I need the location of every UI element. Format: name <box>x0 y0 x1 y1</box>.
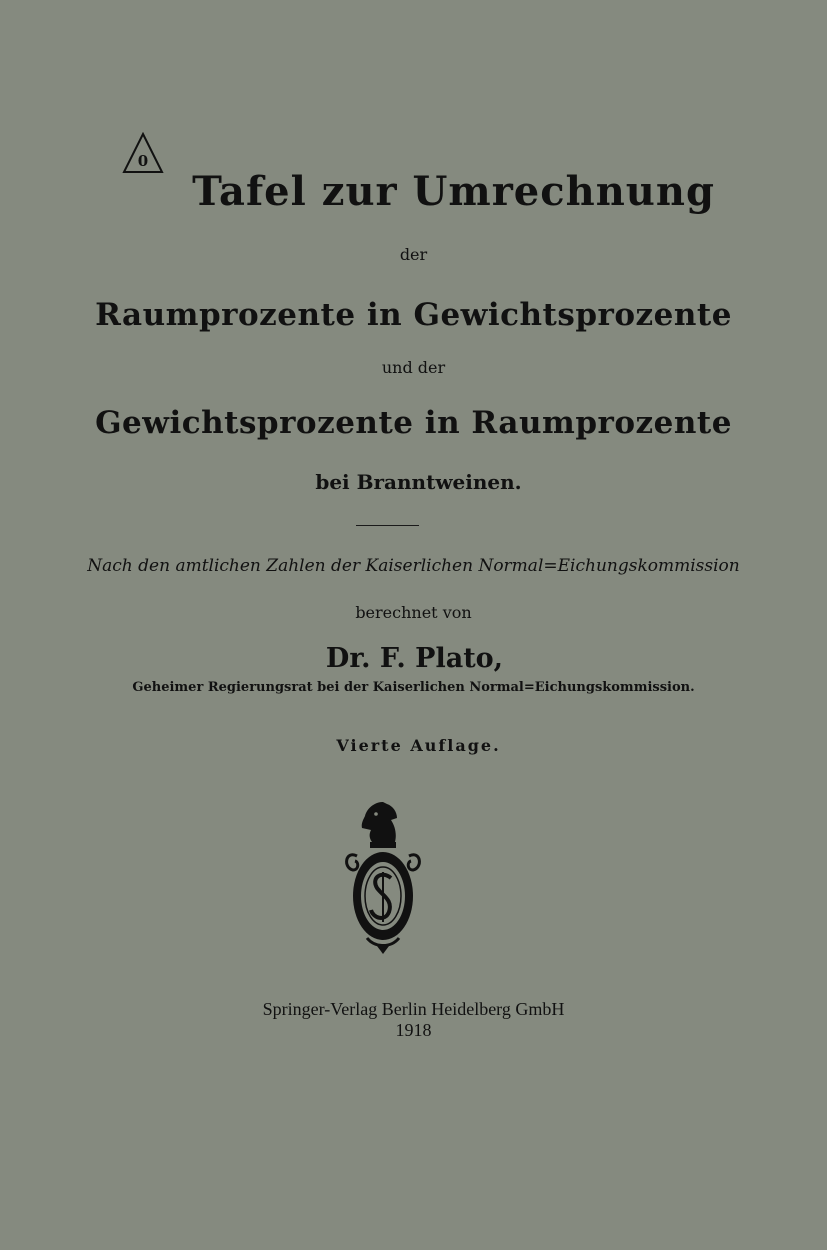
calculated-by: berechnet von <box>355 603 472 622</box>
subtitle-line-1: Raumprozente in Gewichtsprozente <box>95 297 732 333</box>
publisher: Springer-Verlag Berlin Heidelberg GmbH <box>262 999 565 1019</box>
badge-number: 0 <box>137 152 149 170</box>
connector-und-der: und der <box>381 358 446 377</box>
subtitle-line-3: bei Branntweinen. <box>315 470 522 494</box>
subtitle-line-2: Gewichtsprozente in Raumprozente <box>95 405 732 441</box>
horse-head-icon <box>362 802 397 842</box>
book-title: Tafel zur Umrechnung <box>192 168 715 215</box>
publication-year: 1918 <box>395 1020 432 1040</box>
author-name: Dr. F. Plato, <box>325 643 504 674</box>
springer-horse-logo <box>337 798 429 956</box>
connector-der: der <box>399 245 428 264</box>
author-title: Geheimer Regierungsrat bei der Kaiserlichen Normal=Eichungskommission. <box>132 680 695 695</box>
edition: Vierte Auflage. <box>336 736 501 755</box>
source-note: Nach den amtlichen Zahlen der Kaiserlichen Normal=Eichungskommission <box>87 556 740 576</box>
divider-rule <box>356 525 419 526</box>
